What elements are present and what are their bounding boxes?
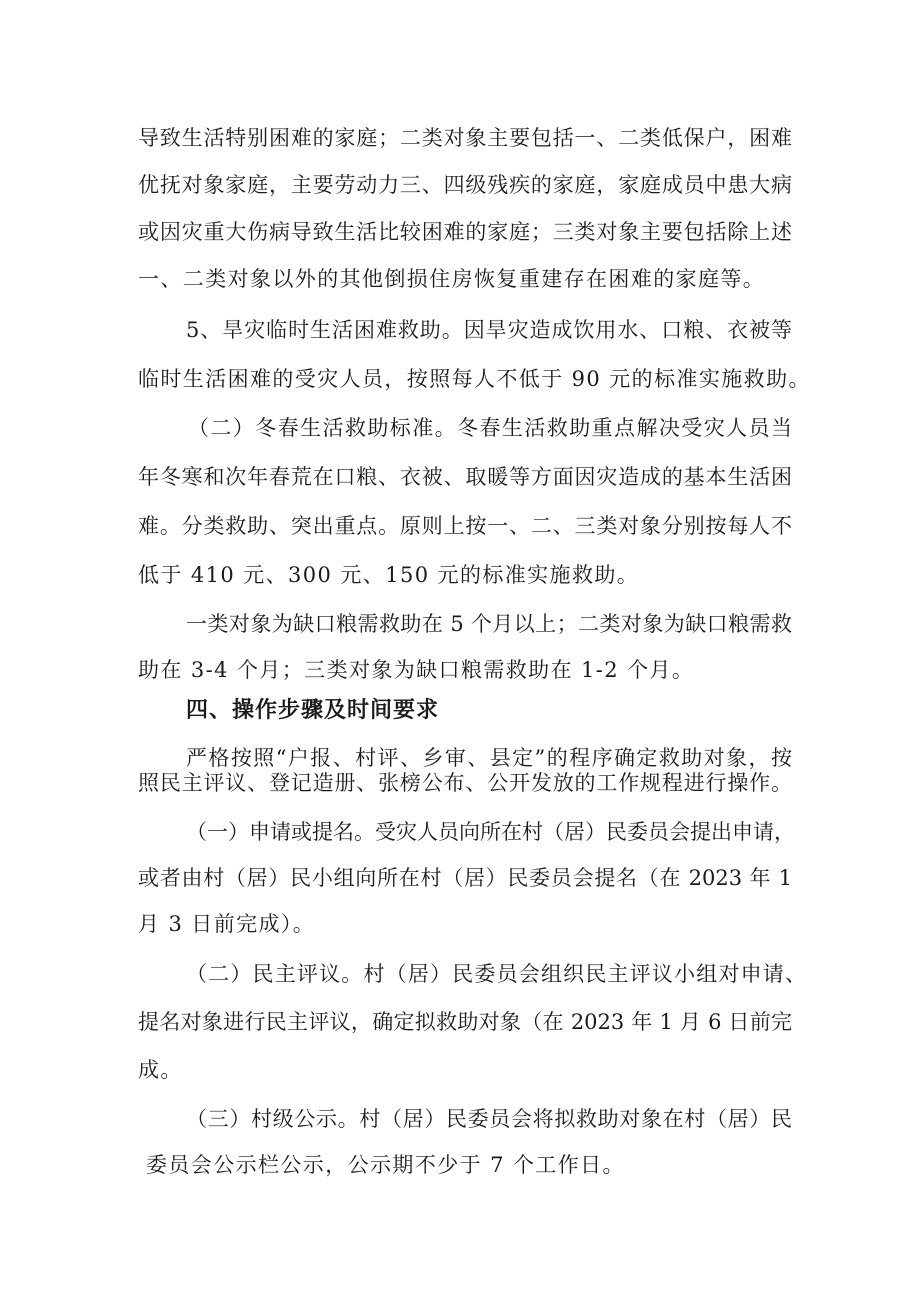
paragraph-first-line: （二）民主评议。村（居）民委员会组织民主评议小组对申请、	[186, 962, 806, 986]
paragraph-first-line: 一类对象为缺口粮需救助在 5 个月以上；二类对象为缺口粮需救	[186, 612, 792, 636]
body-text-line: 导致生活特别困难的家庭；二类对象主要包括一、二类低保户，困难	[138, 126, 792, 150]
paragraph-first-line: （一）申请或提名。受灾人员向所在村（居）民委员会提出申请，	[186, 820, 795, 844]
body-text-line: 或因灾重大伤病导致生活比较困难的家庭；三类对象主要包括除上述	[138, 220, 792, 244]
section-heading: 四、操作步骤及时间要求	[186, 698, 440, 723]
paragraph-first-line: 5、旱灾临时生活困难救助。因旱灾造成饮用水、口粮、衣被等	[186, 318, 792, 342]
body-text-line: 照民主评议、登记造册、张榜公布、公开发放的工作规程进行操作。	[138, 771, 792, 795]
body-text-line: 月 3 日前完成）。	[138, 912, 316, 936]
paragraph-first-line: 严格按照“户报、村评、乡审、县定”的程序确定救助对象，按	[186, 746, 792, 770]
body-text-line: 助在 3-4 个月；三类对象为缺口粮需救助在 1-2 个月。	[138, 658, 695, 682]
paragraph-first-line: （三）村级公示。村（居）民委员会将拟救助对象在村（居）民	[186, 1107, 792, 1131]
body-text-line: 一、二类对象以外的其他倒损住房恢复重建存在困难的家庭等。	[138, 267, 766, 291]
body-text-line: 或者由村（居）民小组向所在村（居）民委员会提名（在 2023 年 1	[138, 866, 792, 890]
body-text-line: 提名对象进行民主评议，确定拟救助对象（在 2023 年 1 月 6 日前完	[138, 1010, 792, 1034]
body-text-line: 优抚对象家庭，主要劳动力三、四级残疾的家庭，家庭成员中患大病	[138, 173, 792, 197]
body-text-line: 低于 410 元、300 元、150 元的标准实施救助。	[138, 563, 640, 587]
body-text-line: 成。	[138, 1058, 183, 1082]
body-text-line: 难。分类救助、突出重点。原则上按一、二、三类对象分别按每人不	[138, 514, 792, 538]
paragraph-first-line: （二）冬春生活救助标准。冬春生活救助重点解决受灾人员当	[188, 416, 792, 440]
body-text-line: 年冬寒和次年春荒在口粮、衣被、取暖等方面因灾造成的基本生活困	[138, 465, 792, 489]
body-text-line: 临时生活困难的受灾人员，按照每人不低于 90 元的标准实施救助。	[138, 367, 811, 391]
body-text-line: 委员会公示栏公示，公示期不少于 7 个工作日。	[146, 1153, 625, 1177]
